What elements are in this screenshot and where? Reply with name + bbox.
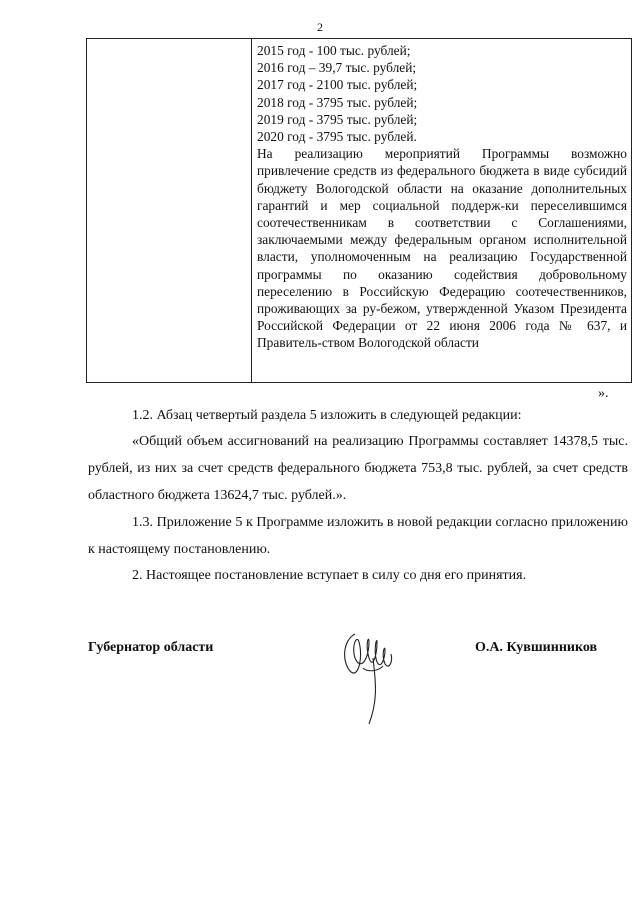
funding-year-line: 2018 год - 3795 тыс. рублей; — [257, 94, 418, 110]
page-number: 2 — [317, 20, 323, 34]
paragraph-1-2: 1.2. Абзац четвертый раздела 5 изложить в следующей редакции: — [132, 408, 522, 423]
funding-table — [86, 38, 632, 383]
closing-quote: ». — [598, 386, 609, 401]
funding-year-line: 2016 год – 39,7 тыс. рублей; — [257, 60, 417, 76]
table-left-cell — [87, 39, 252, 382]
table-right-cell — [252, 39, 631, 382]
funding-year-line: 2019 год - 3795 тыс. рублей; — [257, 111, 418, 127]
paragraph-quote: «Общий объем ассигнований на реализацию Программы составляет 14378,5 тыс. рублей, из них за счет средств федерального бюджета 753,8 тыс. рублей, за счет средств областного бюджета 13624,7 тыс. рублей.». — [88, 434, 628, 503]
funding-year-line: 2017 год - 2100 тыс. рублей; — [257, 77, 418, 93]
signatory-position: Губернатор области — [88, 640, 214, 655]
paragraph-2: 2. Настоящее постановление вступает в силу со дня его принятия. — [132, 568, 527, 583]
funding-year-line: 2020 год - 3795 тыс. рублей. — [257, 129, 417, 145]
paragraph-1-3: 1.3. Приложение 5 к Программе изложить в новой редакции согласно приложению к настоящему постановлению. — [88, 515, 628, 557]
funding-year-line: 2015 год - 100 тыс. рублей; — [257, 43, 411, 58]
signatory-name: О.А. Кувшинников — [475, 640, 598, 655]
federal-funding-text: На реализацию мероприятий Программы возможно привлечение средств из федерального бюджета в виде субсидий бюджету Вологодской области на оказание дополнительных гарантий и мер социальной поддерж-ки переселившимся соотечественникам в соответствии с Соглашениями, заключаемыми между федеральным органом исполнительной власти, уполномоченным на реализацию Государственной программы по оказанию содействия добровольному переселению в Российскую Федерацию соотечественников, проживающих за ру-бежом, утвержденной Указом Президента Российской Федерации от 22 июня 2006 года № 637, и Правитель-ством Вологодской области — [257, 146, 627, 351]
handwritten-signature — [333, 628, 403, 728]
